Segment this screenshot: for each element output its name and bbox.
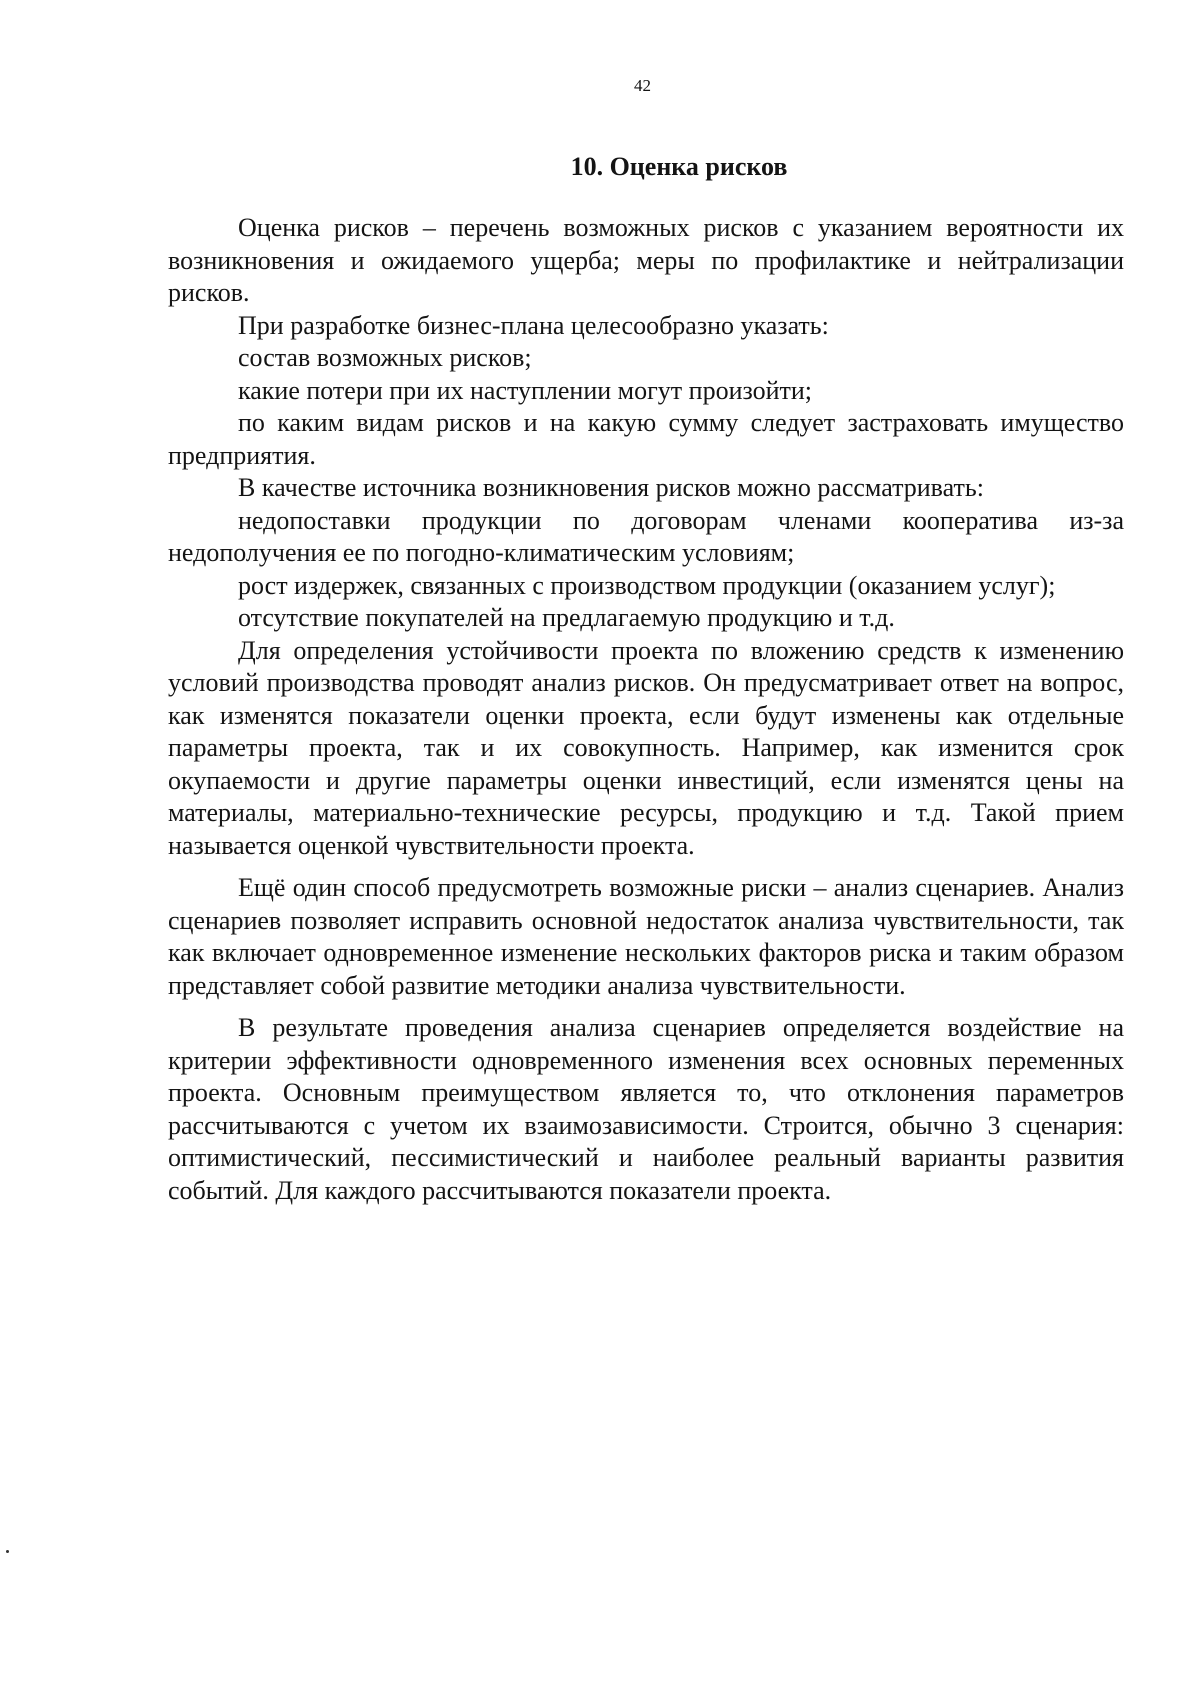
paragraph-scenario-results: В результате проведения анализа сценариев определяется воздействие на критерии эффективности одновременного изменения всех основных переменных проекта. Основным преимуществом является то, что отклонения параметров рассчитываются с учетом их взаимозависимости. Строится, обычно 3 сценария: оптимистический, пессимистический и наиболее реальный варианты развития событий. Для каждого рассчитываются показатели проекта. — [168, 1013, 1124, 1205]
paragraph-risk-sources-intro: В качестве источника возникновения рисков можно рассматривать: — [238, 473, 984, 502]
list-item-no-buyers: отсутствие покупателей на предлагаемую продукцию и т.д. — [238, 603, 895, 632]
page-number: 42 — [634, 76, 651, 95]
body-text — [168, 212, 1124, 1207]
paragraph-scenario-analysis: Ещё один способ предусмотреть возможные риски – анализ сценариев. Анализ сценариев позволяет исправить основной недостаток анализа чувствительности, так как включает одновременное изменение нескольких факторов риска и таким образом представляет собой развитие методики анализа чувствительности. — [168, 873, 1124, 1000]
scan-speck — [6, 1550, 9, 1553]
list-item-cost-growth: рост издержек, связанных с производством продукции (оказанием услуг); — [238, 570, 1056, 600]
paragraph-plan-intro: При разработке бизнес-плана целесообразно указать: — [238, 310, 829, 340]
list-item-possible-losses: какие потери при их наступлении могут произойти; — [238, 375, 813, 405]
list-item-insurance: по каким видам рисков и на какую сумму следует застраховать имущество предприятия. — [168, 408, 1124, 470]
paragraph-definition: Оценка рисков – перечень возможных рисков с указанием вероятности их возникновения и ожидаемого ущерба; меры по профилактике и нейтрализации рисков. — [168, 213, 1124, 307]
list-item-undersupply: недопоставки продукции по договорам членами кооператива из-за недополучения ее по погодно-климатическим условиям; — [168, 505, 1124, 567]
paragraph-sensitivity-analysis: Для определения устойчивости проекта по вложению средств к изменению условий производства проводят анализ рисков. Он предусматривает ответ на вопрос, как изменятся показатели оценки проекта, если будут изменены как отдельные параметры проекта, так и их совокупность. Например, как изменится срок окупаемости и другие параметры оценки инвестиций, если изменятся цены на материалы, материально-технические ресурсы, продукцию и т.д. Такой прием называется оценкой чувствительности проекта. — [168, 635, 1124, 860]
section-title: 10. Оценка рисков — [570, 152, 788, 181]
list-item-risk-composition: состав возможных рисков; — [238, 343, 532, 372]
